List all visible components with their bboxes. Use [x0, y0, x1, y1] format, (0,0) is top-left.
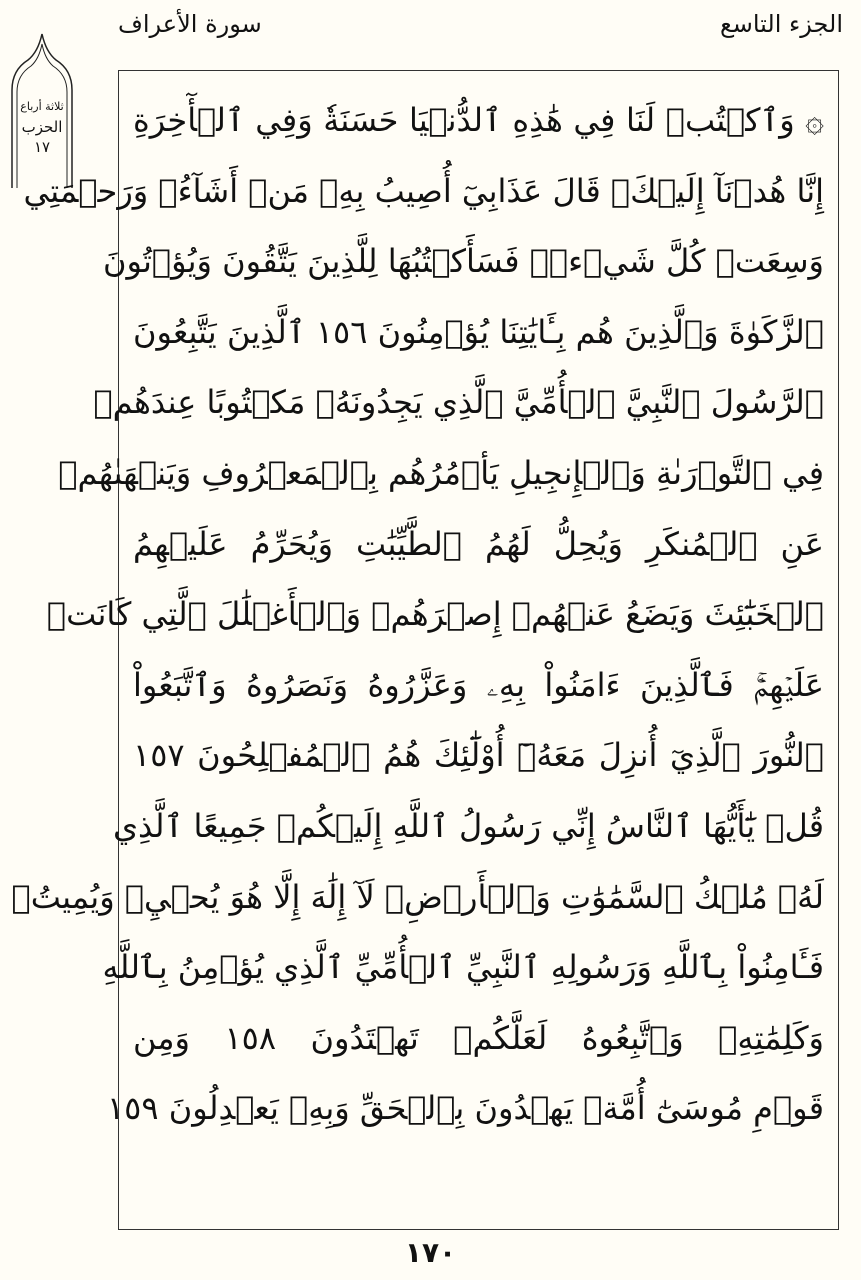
text-line: قُلۡ يَٰٓأَيُّهَا ٱلنَّاسُ إِنِّي رَسُولُ ٱللَّهِ إِلَيۡكُمۡ جَمِيعًا ٱلَّذِي — [112, 806, 824, 845]
text-line: إِنَّا هُدۡنَآ إِلَيۡكَۚ قَالَ عَذَابِيٓ أُصِيبُ بِهِۦ مَنۡ أَشَآءُۖ وَرَحۡمَتِي — [23, 171, 824, 210]
text-line: فِي ٱلتَّوۡرَىٰةِ وَٱلۡإِنجِيلِ يَأۡمُرُهُم بِٱلۡمَعۡرُوفِ وَيَنۡهَىٰهُمۡ — [58, 453, 824, 492]
text-line: وَكَلِمَٰتِهِۦ وَٱتَّبِعُوهُ لَعَلَّكُمۡ تَهۡتَدُونَ ١٥٨ وَمِن — [133, 1018, 825, 1057]
hizb-quarter-text: ثلاثة أرباع — [20, 100, 64, 113]
text-line: ٱلرَّسُولَ ٱلنَّبِيَّ ٱلۡأُمِّيَّ ٱلَّذِي يَجِدُونَهُۥ مَكۡتُوبًا عِندَهُمۡ — [93, 383, 824, 422]
text-line: ٱلزَّكَوٰةَ وَٱلَّذِينَ هُم بِـَٔايَٰتِنَا يُؤۡمِنُونَ ١٥٦ ٱلَّذِينَ يَتَّبِعُونَ — [133, 312, 825, 351]
text-line: عَنِ ٱلۡمُنكَرِ وَيُحِلُّ لَهُمُ ٱلطَّيِّبَٰتِ وَيُحَرِّمُ عَلَيۡهِمُ — [133, 524, 824, 563]
text-line: ٱلۡخَبَٰٓئِثَ وَيَضَعُ عَنۡهُمۡ إِصۡرَهُمۡ وَٱلۡأَغۡلَٰلَ ٱلَّتِي كَانَتۡ — [46, 595, 824, 634]
text-line: وَسِعَتۡ كُلَّ شَيۡءٖۚ فَسَأَكۡتُبُهَا لِلَّذِينَ يَتَّقُونَ وَيُؤۡتُونَ — [102, 242, 824, 281]
hizb-label: الحزب — [21, 118, 63, 136]
text-line: فَـَٔامِنُواْ بِٱللَّهِ وَرَسُولِهِ ٱلنَّبِيِّ ٱلۡأُمِّيِّ ٱلَّذِي يُؤۡمِنُ بِٱللَّهِ — [102, 948, 824, 987]
surah-title: سورة الأعراف — [118, 10, 262, 38]
hizb-number: ١٧ — [33, 138, 51, 156]
page-number: ١٧٠ — [404, 1236, 457, 1269]
text-line: لَهُۥ مُلۡكُ ٱلسَّمَٰوَٰتِ وَٱلۡأَرۡضِۖ لَآ إِلَٰهَ إِلَّا هُوَ يُحۡيِۦ وَيُمِيتُۖ — [11, 877, 824, 916]
text-line: ۞ وَٱكۡتُبۡ لَنَا فِي هَٰذِهِ ٱلدُّنۡيَا حَسَنَةٗ وَفِي ٱلۡأٓخِرَةِ — [133, 101, 824, 139]
text-line: عَلَيۡهِمۡۚ فَٱلَّذِينَ ءَامَنُواْ بِهِۦ وَعَزَّرُوهُ وَنَصَرُوهُ وَٱتَّبَعُواْ — [133, 665, 824, 704]
text-line: قَوۡمِ مُوسَىٰٓ أُمَّةٞ يَهۡدُونَ بِٱلۡحَقِّ وَبِهِۦ يَعۡدِلُونَ ١٥٩ — [106, 1089, 824, 1128]
juz-title: الجزء التاسع — [719, 10, 843, 38]
text-line: ٱلنُّورَ ٱلَّذِيٓ أُنزِلَ مَعَهُۥٓ أُوْلَٰٓئِكَ هُمُ ٱلۡمُفۡلِحُونَ ١٥٧ — [133, 736, 824, 775]
